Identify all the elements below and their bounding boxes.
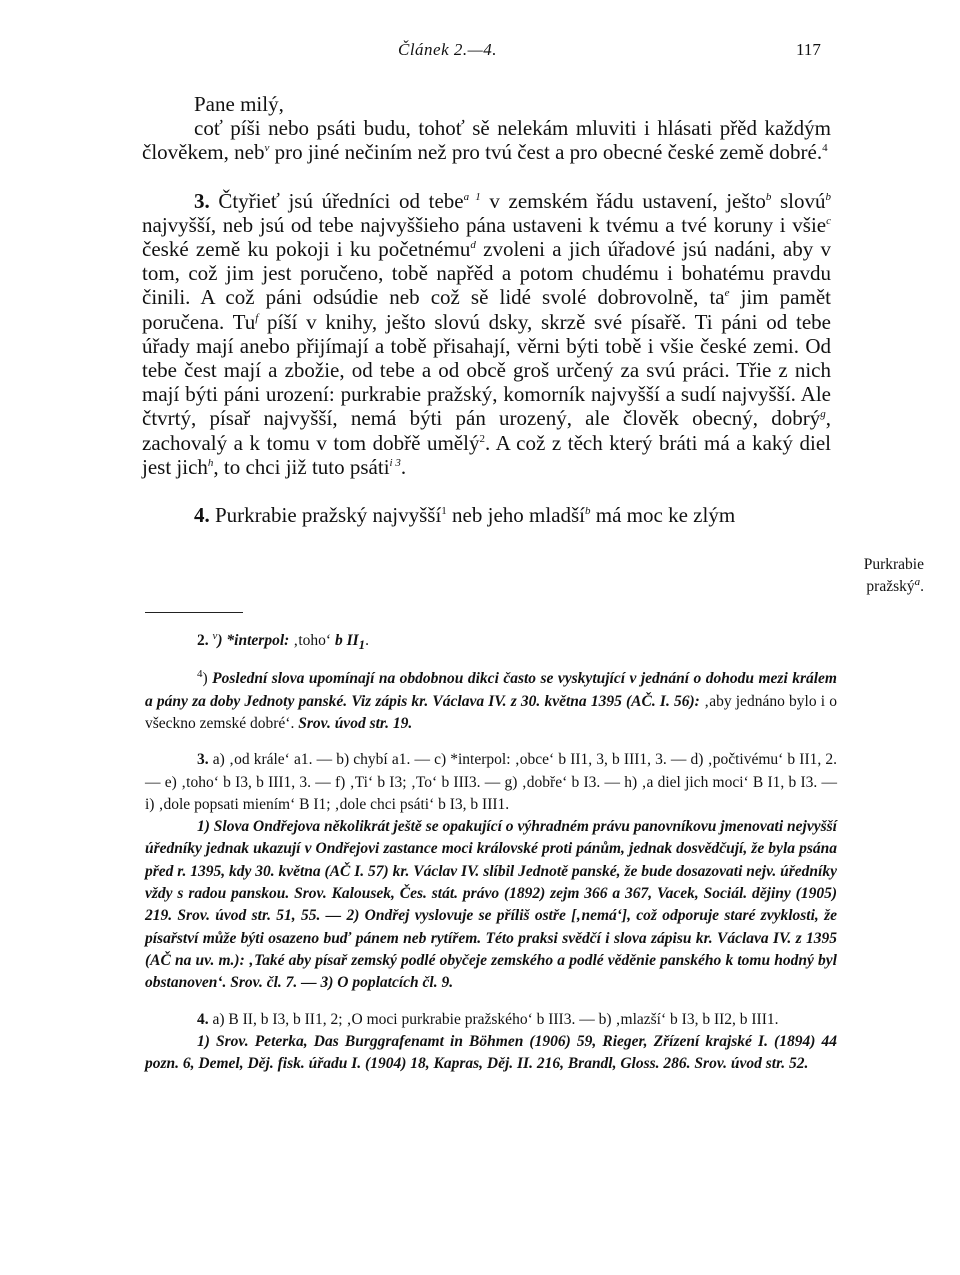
main-text xyxy=(142,92,831,527)
page-header xyxy=(0,40,960,70)
footnote-marker: d xyxy=(470,239,476,252)
note-3-commentary: 1) Slova Ondřejova několikrát ještě se opakující o výhradném právu panovníkovu jmenovati nejvyšší úředníky jednak ukazují v Ondřejovi zastance moci královské proti pánům, jednak dosvědčují, že byla psána před r. 1395, kdy 30. května (AČ I. 57) kr. Václav IV. slíbil Jednotě panské, že bude dosazovati nejv. úředníky vždy s radou panskou. Srov. Kalousek, Čes. stát. právo (1892) zejm 366 a 367, Vacek, Sociál. dějiny (1905) 219. Srov. úvod str. 51, 55. — 2) Ondřej vyslovuje se příliš ostře [‚nemá‘], což odporuje staré zvyklosti, že písařství může býti osazeno buď pánem neb rytířem. Této praksi svědčí i slova zápisu kr. Václava IV. z 1395 (AČ na uv. m.): ‚Také aby písař zemský podlé obyčeje zemského a podlé věděnie panského k tomu hodný byl obstanoven‘. Srov. čl. 7. — 3) O poplatcích čl. 9. xyxy=(145,818,837,992)
footnote-marker: a 1 xyxy=(463,190,481,203)
footnote-separator xyxy=(145,612,243,613)
footnote-marker: b xyxy=(825,190,832,203)
article-number: 4. xyxy=(194,503,210,528)
footnote-marker: b xyxy=(765,190,772,203)
paragraph-3: 3. Čtyřieť jsú úředníci od tebe$^{a 1}$ v zemském řádu ustavení, ješto$^b$ slovú$^b$ najvyšší, neb jsú od tebe najvyššieho pána ustaveni k tvému a tvé koruny i všie$^c$ české země ku pokoji i ku početnému$^d$ zvoleni a jich úřadové jsú nadáni, aby v tom, což jim jest poručeno, tobě napřěd a potom chudému i bohatému pravdu činili. A což páni odsúdie neb což sě lidé svolé dobrovolně, $ta^e$ jim pamět poručena. Tu$^f$ píší v knihy, ješto slovú dsky, skrzě své písařě. Ti páni od tebe úřady mají anebo přijímají a tobě přisahají, věrni býti tobě i všie české zemi. Od tebe čest mají a zbožie, od tebe a od obcě groš určený za svú práci. Třie z nich mají býti páni urození: purkrabie pražský, komorník najvyšší a sudí najvyšší. Ale čtvrtý, písař najvyšší, nemá býti pán urozený, ale člověk obecný, dobrý$^g$, zachovalý a k tomu v tom dobřě umělý$^2$. A což z těch který bráti má a kaký diel jest jich$^h$, to chci již tuto psáti$^{i 3}$. xyxy=(142,188,832,479)
note-4: $^4$) Poslední slova upomínají na obdobnou dikci často se vyskytující v jednání o dohodu mezi králem a pány za doby Jednoty panské. Viz zápis kr. Václava IV. z 30. května 1395 (AČ. I. 56): ‚aby jednáno bylo i o všeckno zemské dobré‘. Srov. úvod str. 19. xyxy=(145,668,837,732)
footnote-marker: e xyxy=(724,287,730,300)
footnote-marker: f xyxy=(255,311,259,324)
paragraph-4: 4. Purkrabie pražský najvyšší$^1$ neb jeho mladší$^b$ má moc ke zlým xyxy=(194,503,736,528)
running-title: Článek 2.—4. xyxy=(398,40,498,59)
page-number: 117 xyxy=(796,40,821,59)
footnote-marker: 2 xyxy=(479,432,485,445)
footnote-marker: 1 xyxy=(441,505,447,518)
margin-note-line: pražský$^a$. xyxy=(866,575,924,595)
footnote-marker: c xyxy=(826,214,831,227)
margin-note xyxy=(842,554,924,598)
footnote-marker: b xyxy=(585,505,591,518)
footnote-marker: 4 xyxy=(822,142,828,155)
note-3-variants: 3. a) ‚od krále‘ a1. — b) chybí a1. — c) *interpol: ‚obce‘ b II1, 3, b III1, 3. — d) ‚počtivému‘ b II1, 2. — e) ‚toho‘ b I3, b III1, 3. — f) ‚Ti‘ b I3; ‚To‘ b III3. — g) ‚dobře‘ b I3. — h) ‚a diel jich moci‘ B I1, b I3. — i) ‚dole popsati miením‘ B I1; ‚dole chci psáti‘ b I3, b III1. xyxy=(145,751,837,813)
note-4-commentary: 1) Srov. Peterka, Das Burggrafenamt in Böhmen (1906) 59, Rieger, Zřízení krajské I. (1894) 44 pozn. 6, Demel, Děj. fisk. úřadu I. (1904) 18, Kapras, Děj. II. 216, Brandl, Gloss. 286. Srov. úvod str. 52. xyxy=(145,1032,837,1073)
footnote-marker: h xyxy=(207,456,214,469)
footnote-marker: i 3 xyxy=(389,456,401,469)
note-4-variants: 4. a) B II, b I3, b II1, 2; ‚O moci purkrabie pražského‘ b III3. — b) ‚mlazší‘ b I3, b II2, b III1. xyxy=(197,1010,779,1028)
note-2: 2. $^v$) *interpol: ‚toho‘ b $II_1$. xyxy=(197,629,369,653)
footnote-marker: g xyxy=(820,408,826,421)
article-number: 3. xyxy=(194,188,210,213)
greeting: Pane milý, xyxy=(194,92,284,116)
footnote-marker: v xyxy=(264,142,270,155)
footnotes xyxy=(145,630,837,1075)
paragraph-1: coť píši nebo psáti budu, tohoť sě nelekám mluviti i hlásati přěd každým člověkem, neb$^v$ pro jiné nečiním než pro tvú čest a pro obecné české země dobré.$^4$ xyxy=(142,116,831,165)
margin-note-line: Purkrabie xyxy=(863,556,924,573)
